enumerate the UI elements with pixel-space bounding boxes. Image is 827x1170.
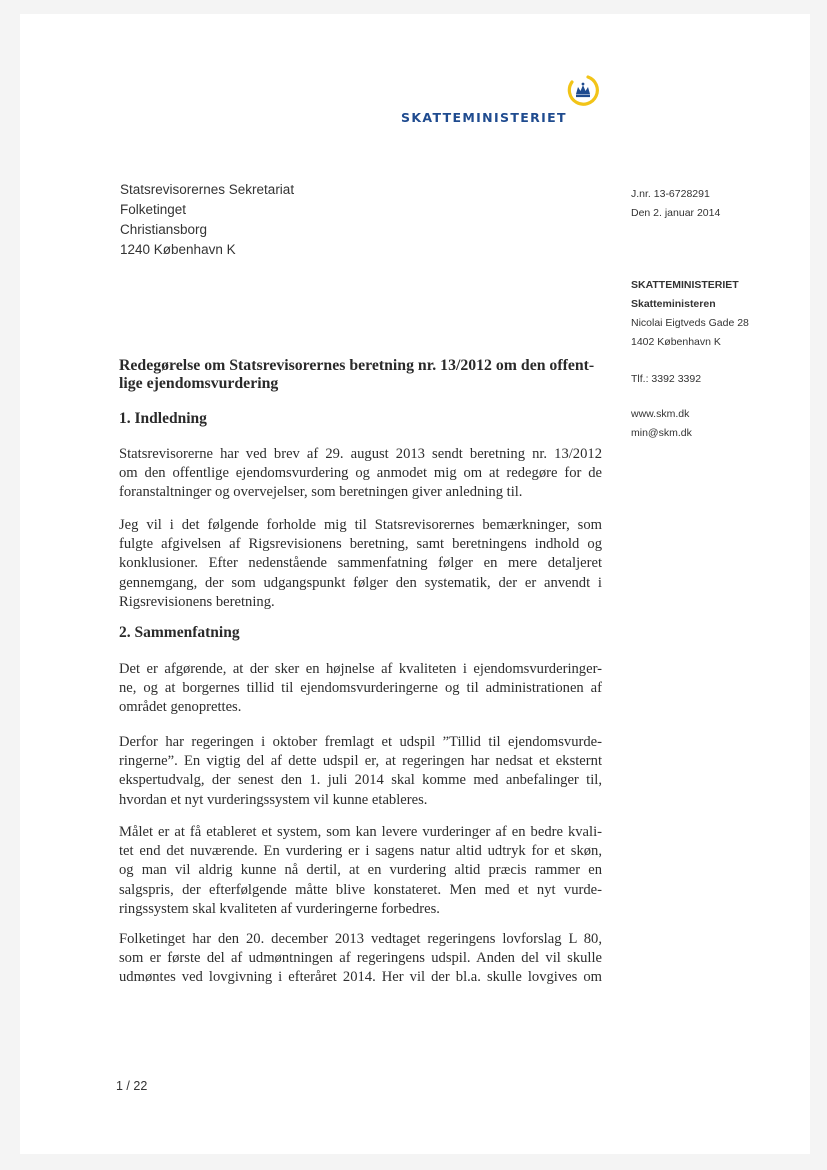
paragraph [119, 930, 602, 988]
crown-emblem-icon [566, 74, 600, 108]
text-line: ringssystem skal kvaliteten af vurderingerne forbedres. [119, 900, 440, 917]
text-line: om den offentlige ejendomsvurdering og anmodet mig om at redegøre for de [119, 465, 602, 482]
recipient-line: 1240 København K [120, 242, 236, 257]
text-line: Jeg vil i det følgende forholde mig til Statsrevisorernes bemærkninger, som [119, 517, 602, 533]
title-line: Redegørelse om Statsrevisorernes beretning nr. 13/2012 om den offent- [119, 357, 595, 374]
text-line: foranstaltninger og overvejelser, som beretningen giver anledning til. [119, 484, 523, 501]
text-line: hvordan et nyt vurderingssystem vil kunne etableres. [119, 791, 428, 808]
text-line: ringerne”. En vigtig del af dette udspil er, at regeringen har nedsat et eksternt [119, 753, 602, 770]
text-line: udmøntes ved lovgivning i efteråret 2014. Her vil der bl.a. skulle lovgives om [119, 969, 602, 986]
recipient-address [120, 180, 294, 260]
paragraph [119, 823, 602, 919]
sender-org: SKATTEMINISTERIET [631, 279, 739, 291]
ministry-logo-text: SKATTEMINISTERIET [401, 110, 567, 125]
page-number: 1 / 22 [116, 1079, 148, 1093]
paragraph [119, 660, 602, 718]
sender-dept: Skatteministeren [631, 298, 716, 310]
document-title [119, 357, 604, 393]
text-line: fulgte afgivelsen af Rigsrevisionens beretning, samt beretningens indhold og [119, 536, 602, 553]
recipient-line: Folketinget [120, 202, 187, 217]
reference-block [631, 185, 720, 223]
journal-number: J.nr. 13-6728291 [631, 188, 710, 200]
website-link[interactable]: www.skm.dk [631, 408, 690, 420]
letter-date: Den 2. januar 2014 [631, 207, 721, 219]
text-line: ne, og at borgernes tillid til ejendomsvurderingerne og til administrationen af [119, 680, 602, 697]
text-line: Rigsrevisionens beretning. [119, 593, 275, 610]
text-line: Det er afgørende, at der sker en højnelse af kvaliteten i ejendomsvurderinger- [119, 661, 602, 677]
text-line: gennemgang, der som udgangspunkt følger den systematik, der er anvendt i [119, 574, 602, 591]
text-line: tet end det nuværende. En vurdering er i sagens natur altid udtryk for et skøn, [119, 843, 602, 860]
text-line: Folketinget har den 20. december 2013 vedtaget regeringens lovforslag L 80, [119, 931, 602, 947]
text-line: Målet er at få etableret et system, som kan levere vurderinger af en bedre kvali- [119, 824, 602, 840]
title-line: lige ejendomsvurdering [119, 375, 279, 392]
recipient-line: Statsrevisorernes Sekretariat [120, 182, 295, 197]
email-link[interactable]: min@skm.dk [631, 427, 692, 439]
section-heading: 2. Sammenfatning [119, 624, 240, 641]
paragraph [119, 733, 602, 810]
recipient-line: Christiansborg [120, 222, 208, 237]
contact-block [631, 405, 692, 443]
sender-street: Nicolai Eigtveds Gade 28 [631, 317, 749, 329]
paragraph [119, 445, 602, 503]
text-line: konklusioner. Efter nedenstående sammenfatning følger en mere detaljeret [119, 555, 602, 572]
paragraph [119, 516, 602, 612]
text-line: Statsrevisorerne har ved brev af 29. august 2013 sendt beretning nr. 13/2012 [119, 446, 602, 462]
text-line: og man vil aldrig kunne nå dertil, at en vurdering altid præcis rammer en [119, 862, 602, 879]
text-line: som er første del af udmøntningen af regeringens udspil. Anden del vil skulle [119, 950, 602, 967]
text-line: ekspertudvalg, der senest den 1. juli 2014 skal komme med anbefalinger til, [119, 772, 602, 789]
sender-city: 1402 København K [631, 336, 721, 348]
text-line: salgspris, der efterfølgende måtte blive konstateret. Men med et nyt vurde- [119, 881, 602, 898]
section-heading: 1. Indledning [119, 410, 207, 427]
text-line: Derfor har regeringen i oktober fremlagt et udspil ”Tillid til ejendomsvurde- [119, 734, 602, 750]
sender-block [631, 276, 749, 352]
text-line: området genoprettes. [119, 699, 242, 716]
sender-phone: Tlf.: 3392 3392 [631, 373, 702, 385]
